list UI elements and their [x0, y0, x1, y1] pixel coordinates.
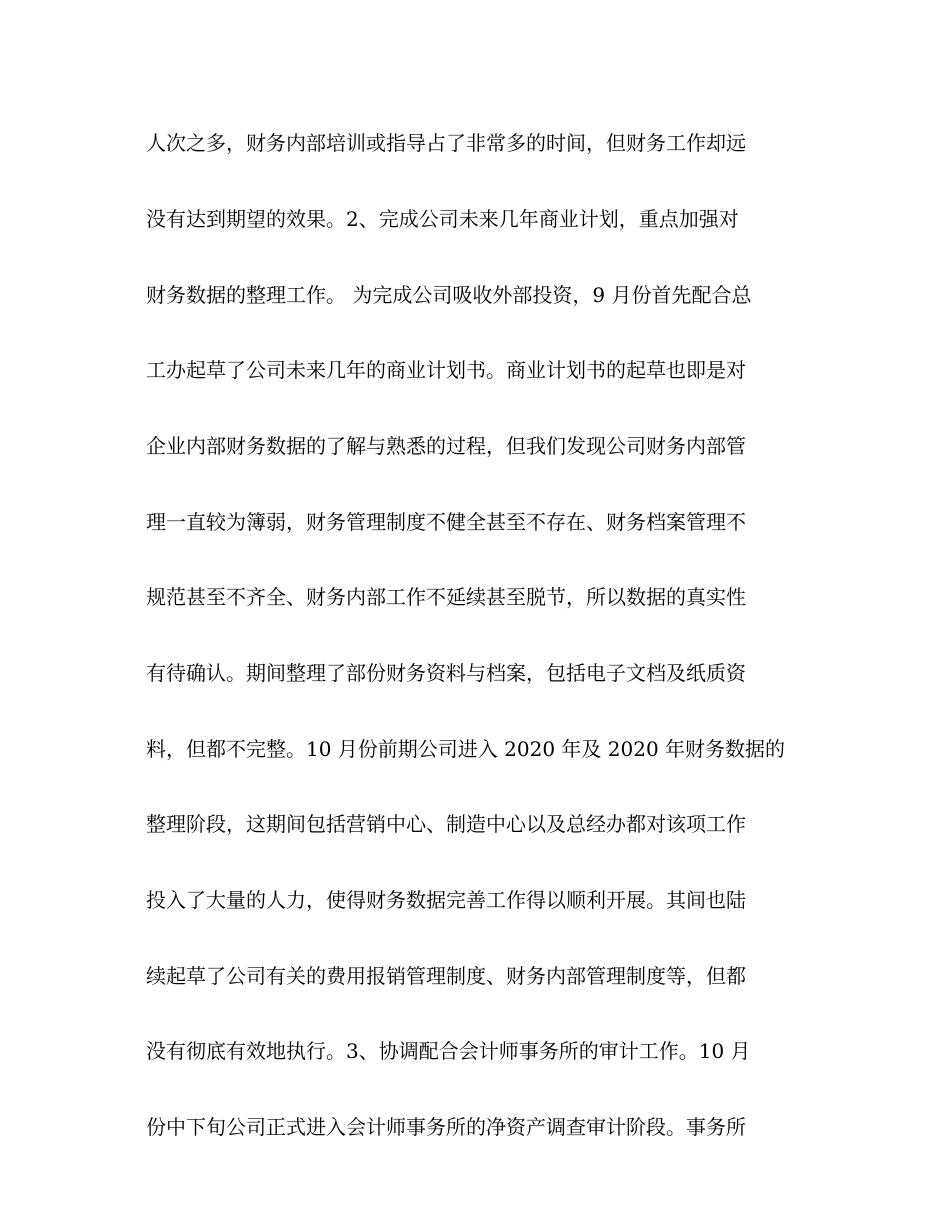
- body-text-line: 企业内部财务数据的了解与熟悉的过程，但我们发现公司财务内部管: [146, 434, 746, 458]
- body-text-line: 份中下旬公司正式进入会计师事务所的净资产调查审计阶段。事务所: [146, 1115, 746, 1139]
- body-text-line: 没有彻底有效地执行。3、协调配合会计师事务所的审计工作。10 月: [146, 1039, 751, 1063]
- body-text-line: 料，但都不完整。10 月份前期公司进入 2020 年及 2020 年财务数据的: [146, 737, 786, 761]
- body-text-line: 投入了大量的人力，使得财务数据完善工作得以顺利开展。其间也陆: [146, 888, 746, 912]
- body-text-line: 人次之多，财务内部培训或指导占了非常多的时间，但财务工作却远: [146, 131, 746, 155]
- body-text-line: 续起草了公司有关的费用报销管理制度、财务内部管理制度等，但都: [146, 964, 746, 988]
- body-text-line: 理一直较为簿弱，财务管理制度不健全甚至不存在、财务档案管理不: [146, 510, 746, 534]
- body-text-line: 有待确认。期间整理了部份财务资料与档案，包括电子文档及纸质资: [146, 661, 746, 685]
- body-text-line: 工办起草了公司未来几年的商业计划书。商业计划书的起草也即是对: [146, 358, 746, 382]
- body-text-line: 财务数据的整理工作。 为完成公司吸收外部投资，9 月份首先配合总: [146, 283, 752, 307]
- body-text-line: 没有达到期望的效果。2、完成公司未来几年商业计划，重点加强对: [146, 207, 739, 231]
- body-text-line: 整理阶段，这期间包括营销中心、制造中心以及总经办都对该项工作: [146, 812, 746, 836]
- body-text-line: 规范甚至不齐全、财务内部工作不延续甚至脱节，所以数据的真实性: [146, 585, 746, 609]
